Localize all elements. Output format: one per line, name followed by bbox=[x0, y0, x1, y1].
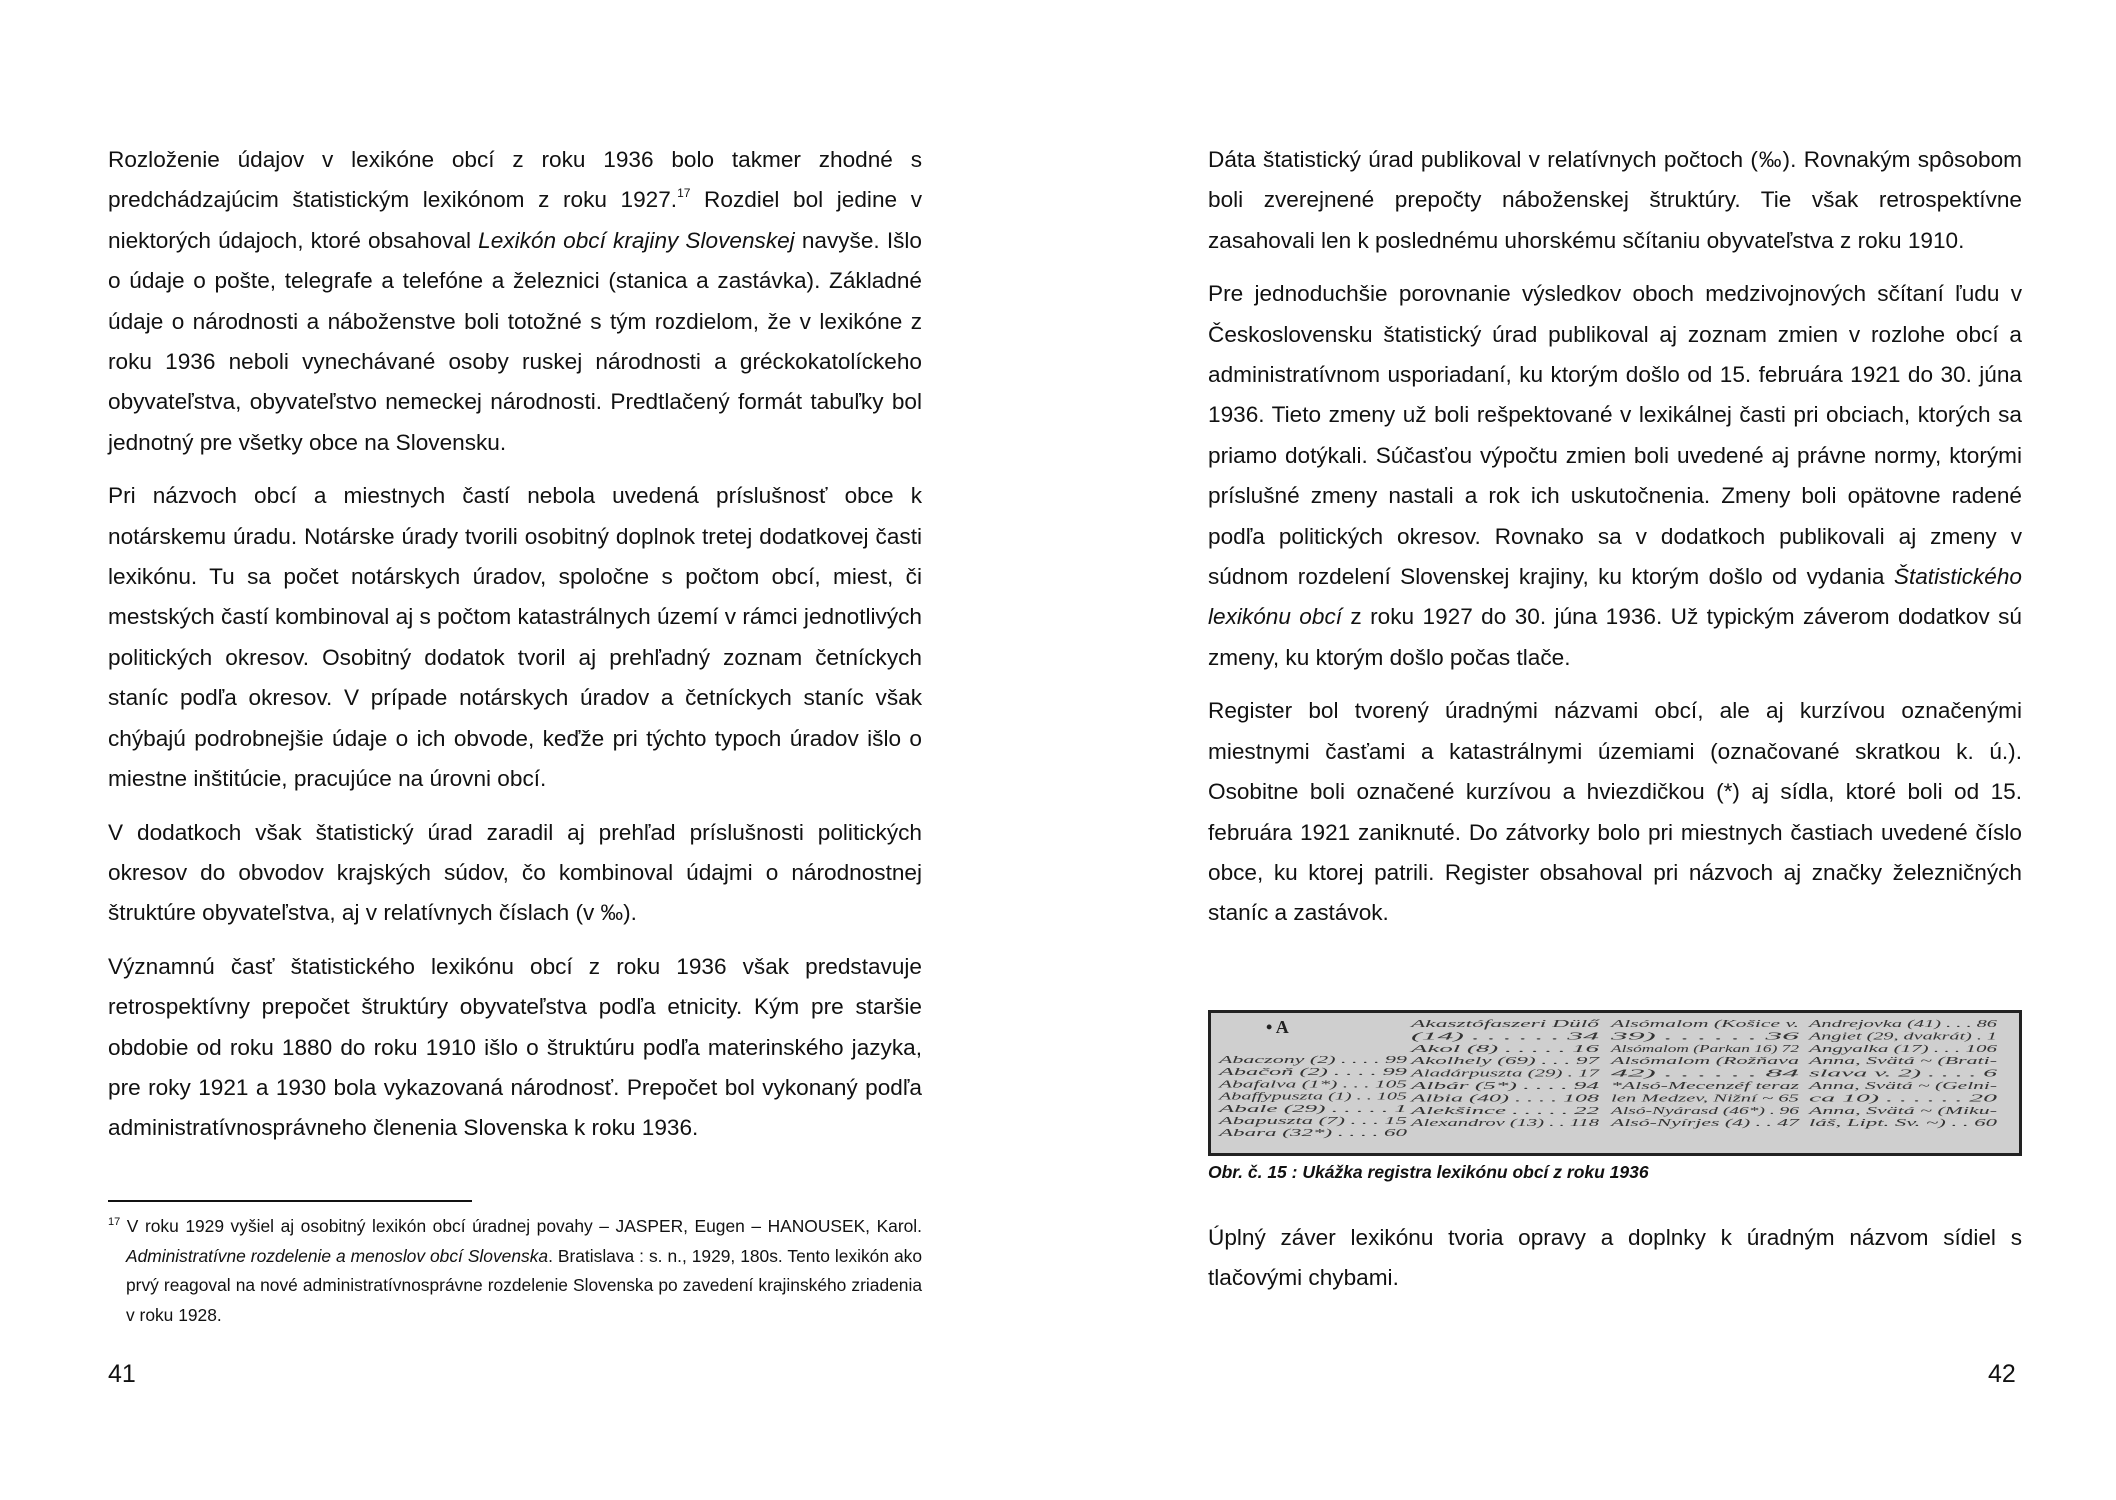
text-run: V dodatkoch však štatistický úrad zaradil aj prehľad príslušnosti politických okresov do obvodov krajských súdov, čo kombinoval údajmi o národnostnej štruktúre obyvateľstva, aj v relatívnych číslach (v ‰). bbox=[108, 819, 922, 926]
register-entry: Anna, Svätá ~ (Brati- bbox=[1806, 1056, 1999, 1068]
register-entry: Anna, Svätá ~ (Miku- bbox=[1806, 1105, 1999, 1117]
register-entry: Abačoň (2) . . . . 99 bbox=[1216, 1067, 1409, 1079]
register-entry: Alsó-Nyírjes (4) . . 47 bbox=[1608, 1118, 1801, 1130]
text-run: navyše. Išlo o údaje o pošte, telegrafe a telefóne a železnici (stanica a zastávka). Základné údaje o národnosti a náboženstve boli totožné s tým rozdielom, že v lexikóne z roku 1936 neboli vynechávané osoby ruskej národnosti a gréckokatolíckeho obyvateľstva, obyvateľstvo nemeckej národnosti. Predtlačený formát tabuľky bol jednotný pre všetky obce na Slovensku. bbox=[108, 227, 922, 455]
text-run: Pri názvoch obcí a miestnych častí nebola uvedená príslušnosť obce k notárskemu úradu. Notárske úrady tvorili osobitný doplnok tretej dodatkovej časti lexikónu. Tu sa počet notárskych úradov, spoločne s počtom obcí, miest, či mestských častí kombinoval aj s počtom katastrálnych území v rámci jednotlivých politických okresov. Osobitný dodatok tvoril aj prehľadný zoznam četníckych staníc podľa okresov. V prípade notárskych úradov a četníckych staníc však chýbajú podrobnejšie údaje o ich obvode, keďže pri týchto typoch úradov išlo o miestne inštitúcie, pracujúce na úrovni obcí. bbox=[108, 483, 922, 792]
register-entry: Alexandrov (13) . . 118 bbox=[1409, 1118, 1601, 1130]
footnote-marker: 17 bbox=[108, 1216, 121, 1228]
register-entry: (14) . . . . . . 34 bbox=[1411, 1031, 1602, 1043]
paragraph bbox=[108, 813, 922, 934]
right-page bbox=[1058, 0, 2116, 1500]
register-entry: Albár (5*) . . . . 94 bbox=[1408, 1081, 1601, 1092]
footnote-marker: 17 bbox=[677, 186, 691, 201]
paragraph bbox=[1208, 1218, 2022, 1299]
register-entry: Abale (29) . . . . . 1 bbox=[1216, 1103, 1407, 1115]
register-entry: Angyalka (17) . . . 106 bbox=[1806, 1043, 1999, 1055]
text-run: Pre jednoduchšie porovnanie výsledkov oboch medzivojnových sčítaní ľudu v Československu štatistický úrad publikoval aj zoznam zmien v rozlohe obcí a administratívnom usporiadaní, ku ktorým došlo od 15. februára 1921 do 30. júna 1936. Tieto zmeny už boli rešpektované v lexikálnej časti pri obciach, ktorých sa priamo dotýkali. Súčasťou výpočtu zmien boli uvedené aj právne normy, ktorými príslušné zmeny nastali a rok ich uskutočnenia. Zmeny boli opätovne radené podľa politických okresov. Rovnako sa v dodatkoch publikovali aj zmeny v súdnom rozdelení Slovenskej krajiny, ku ktorým došlo od vydania bbox=[1208, 281, 2022, 590]
text-run: V roku 1929 vyšiel aj osobitný lexikón obcí úradnej povahy – JASPER, Eugen – HANOUSEK, Karol. bbox=[120, 1216, 922, 1236]
italic-title: Administratívne rozdelenie a menoslov obcí Slovenska bbox=[126, 1245, 549, 1266]
register-entry: Abaffypuszta (1) . . 105 bbox=[1217, 1091, 1407, 1103]
register-entry: Aladárpuszta (29) . 17 bbox=[1409, 1068, 1601, 1080]
paragraph bbox=[1208, 140, 2022, 261]
register-entry: Abaczony (2) . . . . 99 bbox=[1216, 1055, 1409, 1066]
register-entry: Akolhely (69) . . . 97 bbox=[1408, 1056, 1601, 1068]
register-entry: Alsómalom (Parkan 16) 72 bbox=[1609, 1043, 1801, 1055]
register-entry: Alsó-Nyárasd (46*) . 96 bbox=[1609, 1105, 1801, 1117]
paragraph bbox=[1208, 274, 2022, 678]
text-run: Rozdiel bol jedine v niektorých údajoch, ktoré obsahoval bbox=[108, 187, 922, 253]
footnote-17 bbox=[108, 1212, 922, 1330]
text-run: Dáta štatistický úrad publikoval v relatívnych počtoch (‰). Rovnakým spôsobom boli zverejnené prepočty náboženskej štruktúry. Tie však retrospektívne zasahovali len k poslednému uhorskému sčítaniu obyvateľstva z roku 1910. bbox=[1208, 147, 2022, 253]
register-entry: 39) . . . . . . 36 bbox=[1607, 1031, 1802, 1043]
register-sample-figure bbox=[1208, 1010, 2022, 1156]
register-entry: Alsómalom (Rožňava bbox=[1608, 1056, 1799, 1068]
paragraph bbox=[108, 476, 922, 799]
register-entry: Akol (8) . . . . . 16 bbox=[1408, 1043, 1601, 1055]
page-number-right: 42 bbox=[1988, 1360, 2016, 1388]
page-number-left: 41 bbox=[108, 1360, 136, 1388]
register-entry: len Medzev, Nižní ~ 65 bbox=[1611, 1093, 1799, 1105]
register-entry: Abapuszta (7) . . . 15 bbox=[1216, 1116, 1407, 1127]
italic-title: Lexikón obcí krajiny Slovenskej bbox=[478, 227, 795, 253]
text-run: Rozloženie údajov v lexikóne obcí z roku 1936 bolo takmer zhodné s predchádzajúcim štatistickým lexikónom z roku 1927. bbox=[108, 147, 922, 213]
text-run: Významnú časť štatistického lexikónu obcí z roku 1936 však predstavuje retrospektívny prepočet štruktúry obyvateľstva podľa etnicity. Kým pre staršie obdobie od roku 1880 do roku 1910 išlo o štruktúru podľa materinského jazyka, pre roky 1921 a 1930 bola vykazovaná národnosť. Prepočet bol vykonaný podľa administratívnosprávneho členenia Slovenska k roku 1936. bbox=[108, 953, 922, 1141]
paragraph bbox=[1208, 691, 2022, 933]
register-entry: Angiet (29, dvakrát) . 1 bbox=[1807, 1031, 1997, 1043]
closing-paragraph bbox=[1208, 1218, 2022, 1299]
register-letter-heading: • A bbox=[1266, 1017, 1289, 1037]
right-body-text bbox=[1208, 140, 2022, 934]
text-run: . Bratislava : s. n., 1929, 180s. Tento lexikón ako prvý reagoval na nové administratívnosprávne rozdelenie Slovenska po zavedení krajinského zriadenia v roku 1928. bbox=[126, 1245, 923, 1325]
paragraph bbox=[108, 140, 922, 463]
register-entry: Albia (40) . . . . 108 bbox=[1408, 1093, 1601, 1105]
register-sample-image bbox=[1211, 1013, 2019, 1153]
register-entry: *Alsó-Mecenzéf teraz bbox=[1611, 1081, 1799, 1092]
register-entry: Andrejovka (41) . . . 86 bbox=[1807, 1019, 1999, 1030]
register-entry: láš, Lipt. Sv. ~) . . 60 bbox=[1809, 1118, 1999, 1130]
register-entry: Abara (32*) . . . . 60 bbox=[1216, 1128, 1409, 1140]
register-entry: Alsómalom (Košice v. bbox=[1608, 1019, 1799, 1030]
left-body-text bbox=[108, 140, 922, 1149]
register-entry: Akasztófaszeri Dülő bbox=[1408, 1019, 1601, 1030]
register-entry: Alekšince . . . . . 22 bbox=[1408, 1105, 1601, 1117]
register-entry: Abafalva (1*) . . . 105 bbox=[1216, 1079, 1407, 1091]
register-entry: ca 10) . . . . . . 20 bbox=[1809, 1093, 1999, 1105]
italic-title: Štatistického lexikónu obcí bbox=[1208, 564, 2022, 630]
register-entry: Anna, Svätá ~ (Gelni- bbox=[1806, 1081, 1999, 1092]
text-run: z roku 1927 do 30. júna 1936. Už typickým záverom dodatkov sú zmeny, ku ktorým došlo počas tlače. bbox=[1208, 604, 2022, 670]
text-run: Úplný záver lexikónu tvoria opravy a doplnky k úradným názvom sídiel s tlačovými chybami. bbox=[1208, 1225, 2022, 1291]
paragraph bbox=[108, 947, 922, 1149]
register-entry: 42) . . . . . . 84 bbox=[1611, 1068, 1802, 1080]
footnote-separator bbox=[108, 1200, 472, 1202]
register-entry: slava v. 2) . . . . 6 bbox=[1809, 1068, 1999, 1080]
figure-caption: Obr. č. 15 : Ukážka registra lexikónu obcí z roku 1936 bbox=[1208, 1162, 1649, 1182]
text-run: Register bol tvorený úradnými názvami obcí, ale aj kurzívou označenými miestnymi časťami a katastrálnymi územiami (označované skratkou k. ú.). Osobitne boli označené kurzívou a hviezdičkou (*) aj sídla, ktoré boli od 15. februára 1921 zaniknuté. Do zátvorky bolo pri miestnych častiach uvedené číslo obce, ku ktorej patrili. Register obsahoval pri názvoch aj značky železničných staníc a zastávok. bbox=[1208, 698, 2022, 926]
